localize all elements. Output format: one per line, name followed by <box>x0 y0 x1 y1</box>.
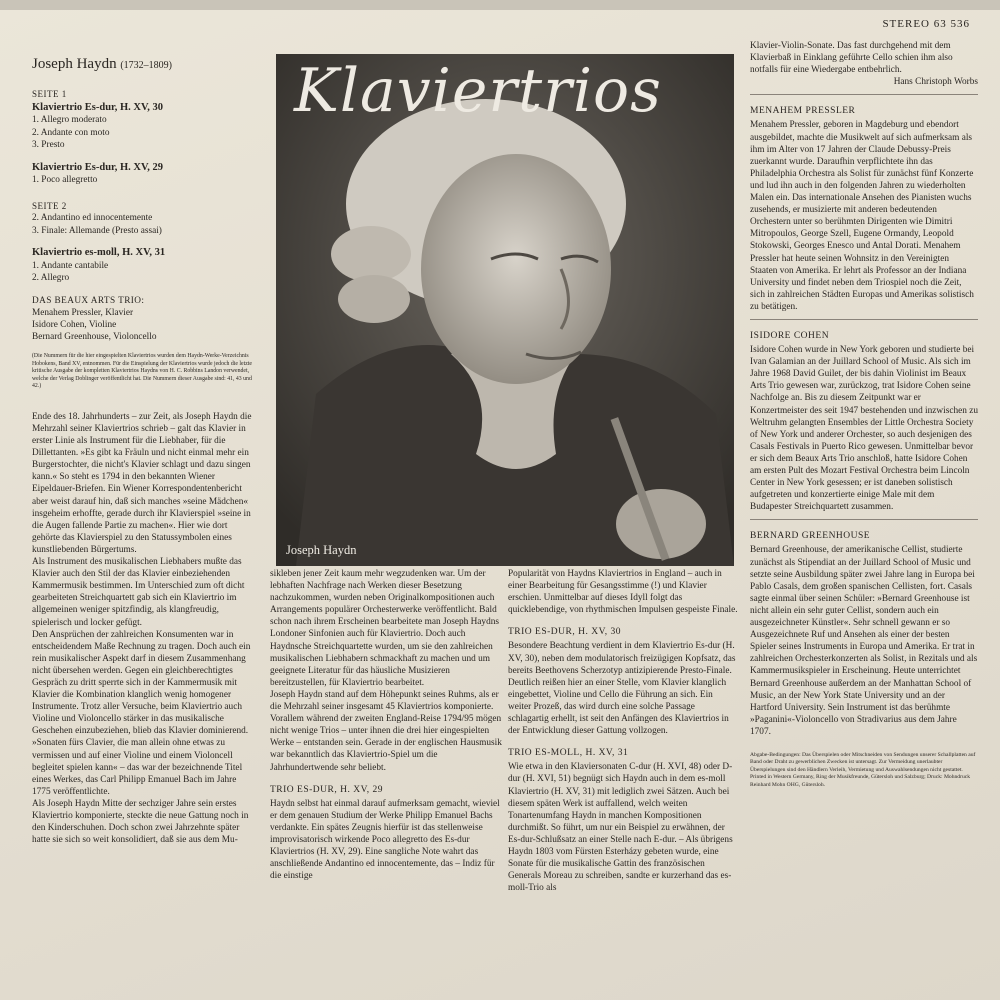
movement: 2. Allegro <box>32 273 70 284</box>
work-title: Klaviertrio Es-dur, H. XV, 29 <box>32 161 163 173</box>
catalog-note: (Die Nummern für die hier eingespielten Klaviertrios wurden dem Haydn-Werke-Verzeichnis Hobokens, Band XV, entnommen. Für die Einspielung der Klaviertrios wurde jedoch die letzte kritische Ausgabe der kompletten Klaviertrios Haydns von H. C. Robbins Landon verwendet, welche der Verlag Doblinger veröffentlicht hat. Die Nummern dieser Ausgabe sind: 41, 43 und 42.) <box>32 352 252 390</box>
album-title: Klaviertrios <box>294 56 662 126</box>
work-title: Klaviertrio Es-dur, H. XV, 30 <box>32 102 163 114</box>
essay-paragraph: Haydn selbst hat einmal darauf aufmerksam gemacht, wieviel er dem genauen Studium der Werke Philipp Emanuel Bachs verdankte. Ein spätes Zeugnis hierfür ist das stellenweise improvisatorisch wirkende Poco allegretto des Es-dur Klaviertrios (H. XV, 29). Eine sangliche Note wahrt das anschließende Andantino ed innocentemente, das – Indiz für die einstige <box>270 798 500 882</box>
movement: 1. Poco allegretto <box>32 174 98 185</box>
section-heading: TRIO ES-DUR, H. XV, 29 <box>270 784 383 795</box>
essay-paragraph: Joseph Haydn stand auf dem Höhepunkt seines Ruhms, als er die Mehrzahl seiner insgesamt 45 Klaviertrios komponierte. Vorallem während der zweiten England-Reise 1794/95 mögen nicht wenige Trios – unter ihnen die drei hier eingespielten Werke – entstanden sein. Gerade in der englischen Hausmusik war bekanntlich das Klaviertrio-Spiel um die Jahrhundertwende sehr beliebt. <box>270 689 502 773</box>
movement: 2. Andantino ed innocentemente <box>32 213 153 224</box>
movement: 1. Allegro moderato <box>32 115 107 126</box>
essay-paragraph: Popularität von Haydns Klaviertrios in England – auch in einer Bearbeitung für Gesangsstimme (!) und Klavier erschien. Unmittelbar auf dieses Idyll folgt das quicklebendige, von rhythmischen Impulsen gespeiste Finale. <box>508 569 738 616</box>
essay-column-2 <box>270 568 502 882</box>
bio-paragraph: Isidore Cohen wurde in New York geboren und studierte bei Ivan Galamian an der Juillard School of Music. Als sich im Jahre 1968 David Guilet, der bis dahin Violinist im Beaux Arts Trio gewesen war, zurückzog, trat Isidore Cohen seine Nachfolge an. Bis zu diesem Zeitpunkt war er Konzertmeister des seit 1947 bestehenden und inzwischen zu Weltruhm gelangten Ensembles der Little Orchestra Society of New York und anderer Orchester, so auch desjenigen des Casals Festivals in Puerto Rico gewesen. Unmittelbar bevor er sich dem Beaux Arts Trio anschloß, hatte Isidore Cohen am ersten Pult des Mozart Festival Orchestra beim Lincoln Center in New York gesessen; er ist daneben solistisch aufgetreten und konzertierte einige Male mit dem Budapester Streichquartett zusammen. <box>750 345 978 513</box>
divider <box>750 519 978 520</box>
catalog-number: STEREO 63 536 <box>882 18 970 30</box>
side-1-label: SEITE 1 <box>32 89 67 100</box>
track-list-column <box>32 58 257 846</box>
divider <box>750 319 978 320</box>
cover-top-edge <box>0 0 1000 10</box>
bio-heading: MENAHEM PRESSLER <box>750 106 856 117</box>
essay-paragraph: Klavier-Violin-Sonate. Das fast durchgehend mit dem Klavierbaß in Einklang geführte Cello schien ihm also notfalls für eine Wiedergabe entbehrlich. <box>750 41 953 76</box>
composer-years: (1732–1809) <box>120 60 172 71</box>
essay-paragraph: Als Joseph Haydn Mitte der sechziger Jahre sein erstes Klaviertrio komponierte, steckte die neue Gattung noch in den Kinderschuhen. Doch schon zwei Jahrzehnte später hatte sie sich so weit konsolidiert, daß sie aus dem Mu- <box>32 798 249 846</box>
bio-heading: BERNARD GREENHOUSE <box>750 531 871 542</box>
haydn-portrait <box>276 54 734 566</box>
side-2-label: SEITE 2 <box>32 201 67 212</box>
movement: 2. Andante con moto <box>32 127 110 138</box>
work-title: Klaviertrio es-moll, H. XV, 31 <box>32 247 166 259</box>
movement: 1. Andante cantabile <box>32 260 109 271</box>
portrait-caption: Joseph Haydn <box>286 543 357 557</box>
divider <box>750 94 978 95</box>
biography-column <box>750 40 978 789</box>
essay-paragraph: Den Ansprüchen der zahlreichen Konsumenten war in entscheidendem Maße Rechnung zu tragen. Doch auch ein rein musikalischer Aspekt darf in diesem Zusammenhang nicht übersehen werden. Gegen ein gleichberechtigtes Gespräch zu dritt sperrte sich in der Kammermusik mit Klavier die Kombination klanglich wenig homogener Instrumente. Trotz aller Versuche, beim Klaviertrio auch Violine und Violoncello stärker in das musikalische Geschehen einzubeziehen, blieb das Klavier dominierend. »Sonaten fürs Clavier, die man allein ohne etwas zu vermissen und auf einer Violine und einem Violoncell begleitet spielen kann« – das war der bezeichnende Titel eines Werkes, das Carl Philipp Emanuel Bach im Jahre 1775 veröffentlichte. <box>32 629 251 797</box>
ensemble-member: Menahem Pressler, Klavier <box>32 307 134 318</box>
essay-paragraph: sikleben jener Zeit kaum mehr wegzudenken war. Um der lebhaften Nachfrage nach Werken dieser Besetzung nachzukommen, wurden neben Originalkompositionen auch Arrangements populärer Orchesterwerke veröffentlicht. Bald schon nach ihrem Erscheinen bearbeitete man Joseph Haydns Londoner Sinfonien auch für Klaviertrio. Doch auch Haydnsche Streichquartette wurden, um sie den zahlreichen musikalischen Liebhabern schmackhaft zu machen und um geeignete Literatur für das häusliche Musizieren bereitzustellen, für Klaviertrio bearbeitet. <box>270 569 499 688</box>
essay-author: Hans Christoph Worbs <box>893 77 978 88</box>
essay-column-3 <box>508 568 738 894</box>
composer-name: Joseph Haydn <box>32 56 117 72</box>
portrait-illustration <box>276 54 734 566</box>
essay-paragraph: Besondere Beachtung verdient in dem Klaviertrio Es-dur (H. XV, 30), neben dem modulatorisch freizügigen Kopfsatz, das bereits Beethovens Scherzotyp antizipierende Presto-Finale. Deutlich reißen hier an einer Stelle, vom Klavier klanglich eingebettet, Violine und Cello die Führung an sich. Ein weiter Prozeß, das wird durch eine solche Passage schlagartig erhellt, ist seit den Anfängen des Klaviertrios in der Entwicklung dieser Gattung vollzogen. <box>508 641 736 737</box>
essay-text <box>32 411 257 846</box>
ensemble-member: Isidore Cohen, Violine <box>32 319 117 330</box>
legal-credits: Abgabe-Bedingungen: Das Überspielen oder Mitschneiden von Sendungen unserer Schallplatten auf Band oder Draht zu gewerblichen Zwecken ist untersagt. Zur Vermeidung unerlaubter Überspielungen sind den Händlern Verleih, Vermietung und Auswahlsendungen nicht gestattet. Printed in Western Germany, Ring der Musikfreunde, Gütersloh und Salzburg; Druck: Mohndruck Reinhard Mohn OHG, Gütersloh. <box>750 751 976 788</box>
bio-paragraph: Menahem Pressler, geboren in Magdeburg und ebendort ausgebildet, machte die Musikwelt auf sich aufmerksam als ihm im Alter von 17 Jahren der Claude Debussy-Preis zuerkannt wurde. Daraufhin verpflichtete ihn das Philadelphia Orchestra als Solist für zunächst fünf Konzerte und lud ihn auch in den folgenden Jahren zu wiederholten Malen ein. Das internationale Ansehen des Pianisten wuchs zusehends, er musizierte mit anderen bedeutenden Orchestern unter so berühmten Dirigenten wie Dimitri Mitropoulos, George Szell, Eugene Ormandy, Leopold Stokowski, Georges Enesco und Antal Dorati. Menahem Pressler hat heute seinen Wohnsitz in den Vereinigten Staaten von Amerika. Er lehrt als Professor an der Indiana University und findet neben dem Triospiel noch die Zeit, sich in zahlreichen Städten Europas und Amerikas solistisch zu betätigen. <box>750 120 974 312</box>
ensemble-heading: DAS BEAUX ARTS TRIO: <box>32 295 145 306</box>
essay-paragraph: Als Instrument des musikalischen Liebhabers mußte das Klavier auch den Stil der das Klavier einbeziehenden Kammermusik bestimmen. Im Unterschied zum oft dicht gearbeiteten Streichquartett gab sich ein Klaviertrio im allgemeinen weniger spitzfindig, als klangfreudig, spielerisch und locker gefügt. <box>32 557 245 628</box>
section-heading: TRIO ES-MOLL, H. XV, 31 <box>508 748 629 759</box>
essay-paragraph: Wie etwa in den Klaviersonaten C-dur (H. XVI, 48) oder D-dur (H. XVI, 51) begnügt sich Haydn auch in dem es-moll Klaviertrio (H. XV, 31) mit lediglich zwei Sätzen. Auch bei diesem späten Werk ist auffallend, welch weiten Tonartenumfang Haydn in manchen Kompositionen durchmißt. So führt, um nur ein Beispiel zu erwähnen, der Es-dur-Schlußsatz an einer Stelle nach E-dur. – Als übrigens Haydn 1803 vom Fürsten Esterházy gebeten wurde, eine Sonate für die musikalische Gattin des französischen Generals Moreau zu schreiben, sandte er kurzerhand das es-moll-Trio als <box>508 762 733 894</box>
bio-paragraph: Bernard Greenhouse, der amerikanische Cellist, studierte zunächst als Stipendiat an der Juillard School of Music und setzte seine Ausbildung später zwei Jahre lang in Europa bei Pablo Casals, dem großen spanischen Cellisten, fort. Casals sagte einmal über seinen Schüler: »Bernard Greenhouse ist nicht allein ein sehr guter Cellist, sondern auch ein ausgezeichneter Künstler«. Sehr schnell gewann er so Ausgezeichnete Ruf und Ansehen als einer der besten Spieler seines Instruments in Europa und Amerika. Er trat in zahlreichen Orchesterkonzerten als Solist, in Rezitals und als Kammermusikspieler in Erscheinung. Heute unterrichtet Bernard Greenhouse außerdem an der Manhattan School of Music, an der New York State University und an der Hartford University. Sein Instrument ist das berühmte »Paganini«-Violoncello von Stradivarius aus dem Jahre 1707. <box>750 545 978 737</box>
ensemble-member: Bernard Greenhouse, Violoncello <box>32 331 157 342</box>
movement: 3. Finale: Allemande (Presto assai) <box>32 225 162 236</box>
movement: 3. Presto <box>32 140 65 151</box>
essay-paragraph: Ende des 18. Jahrhunderts – zur Zeit, als Joseph Haydn die Mehrzahl seiner Klaviertrios schrieb – galt das Klavier in erster Linie als Instrument für die Liebhaber, für die Dillettanten. »Es gibt ka Fräuln und nicht einmal mehr ein Burgerstochter, die nicht's Klavier schlagt und dazu singen kann.« So steht es 1794 in den bekannten Wiener Eipeldauer-Briefen. Ein Wiener Korrespondentenbericht aber weist darauf hin, daß sich manches »seine Mädchen« insgeheim erhoffte, gerade durch ihr Klavierspiel »seine in die Augen fallende Partie zu machen«. Hier wie dort gehörte das Klavierspiel zu den Statussymbolen eines kunstliebenden Bürgertums. <box>32 411 252 555</box>
composer-heading <box>32 58 257 72</box>
bio-heading: ISIDORE COHEN <box>750 330 830 341</box>
section-heading: TRIO ES-DUR, H. XV, 30 <box>508 627 621 638</box>
